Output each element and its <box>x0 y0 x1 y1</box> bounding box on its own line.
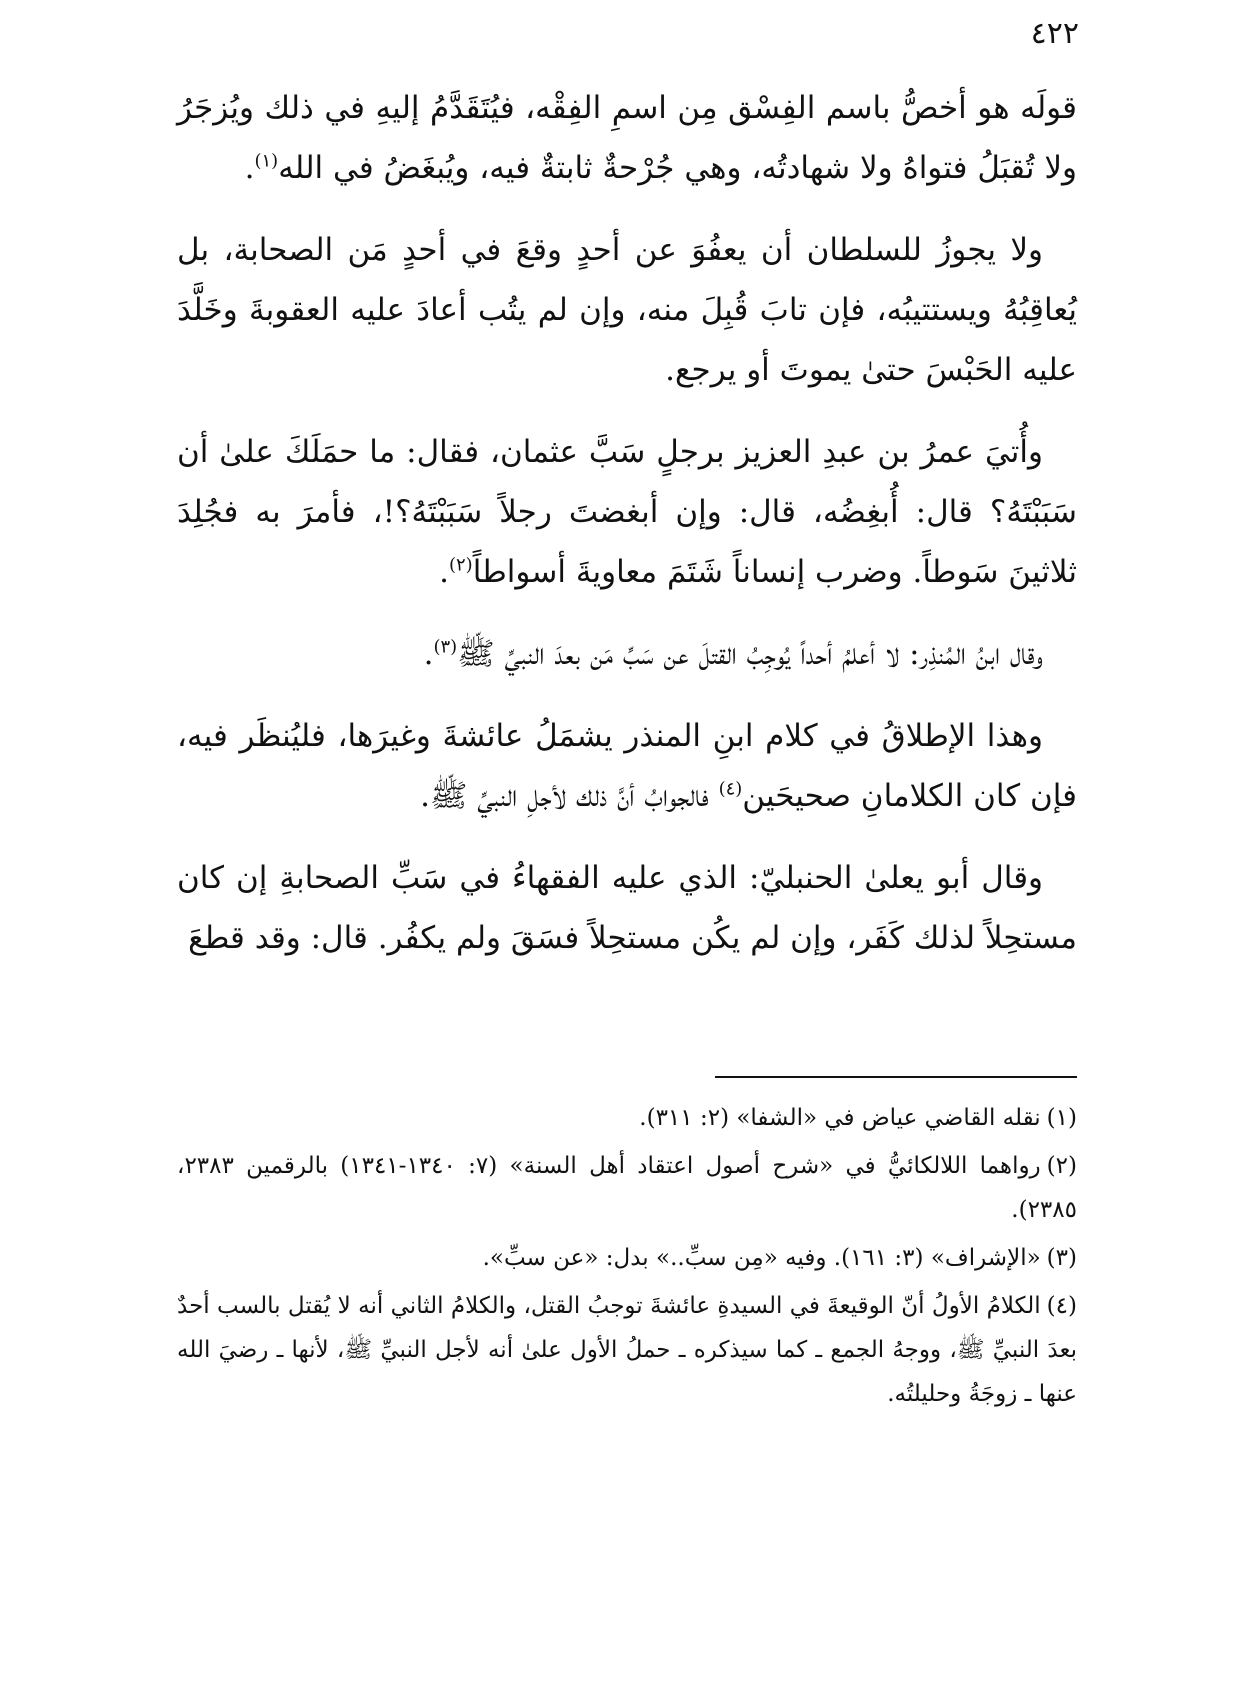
footnotes <box>177 1096 1077 1420</box>
paragraph-tail: . <box>423 636 434 672</box>
paragraph-text: ولا يجوزُ للسلطان أن يعفُوَ عن أحدٍ وقعَ في أحدٍ مَن الصحابة، بل يُعاقِبُهُ ويستتيبُه، فإن تابَ قُبِلَ منه، وإن لم يتُب أعادَ عليه العقوبةَ وخَلَّدَ عليه الحَبْسَ حتىٰ يموتَ أو يرجع. <box>177 232 1077 388</box>
paragraph-6 <box>177 848 1077 968</box>
paragraph-4 <box>177 624 1077 684</box>
footnote-ref: (٢) <box>448 554 473 576</box>
paragraph-tail: . <box>439 554 449 590</box>
footnote-divider <box>715 1076 1077 1078</box>
footnote-4 <box>177 1284 1077 1416</box>
footnote-3 <box>177 1236 1077 1280</box>
page-number: ٤٢٢ <box>1030 16 1079 51</box>
footnote-number: (٣) <box>1046 1245 1077 1271</box>
main-text <box>177 78 1077 990</box>
footnote-ref: (٣) <box>433 636 458 658</box>
footnote-1 <box>177 1096 1077 1140</box>
paragraph-text: وقال أبو يعلىٰ الحنبليّ: الذي عليه الفقهاءُ في سَبِّ الصحابةِ إن كان مستحِلاً لذلك كَفَر، وإن لم يكُن مستحِلاً فسَقَ ولم يكفُر. قال: وقد قطعَ <box>177 860 1077 956</box>
paragraph-text: وأُتيَ عمرُ بن عبدِ العزيز برجلٍ سَبَّ عثمان، فقال: ما حمَلَكَ علىٰ أن سَبَبْتَهُ؟ قال: أُبغِضُه، قال: وإن أبغضتَ رجلاً سَبَبْتَهُ؟!، فأمرَ به فجُلِدَ ثلاثينَ سَوطاً. وضرب إنساناً شَتَمَ معاويةَ أسواطاً <box>177 434 1077 590</box>
footnote-ref: (١) <box>254 150 279 172</box>
footnote-text: الكلامُ الأولُ أنّ الوقيعةَ في السيدةِ عائشةَ توجبُ القتل، والكلامُ الثاني أنه لا يُقتل بالسب أحدٌ بعدَ النبيِّ ﷺ، ووجهُ الجمع ـ كما سيذكره ـ حملُ الأول علىٰ أنه لأجل النبيِّ ﷺ، لأنها ـ رضيَ الله عنها ـ زوجَةُ وحليلتُه. <box>177 1293 1077 1407</box>
paragraph-text: وقال ابنُ المُنذِر: لا أعلمُ أحداً يُوجِبُ القتلَ عن سَبِّ مَن بعدَ النبيِّ ﷺ <box>457 636 1043 672</box>
footnote-number: (٢) <box>1046 1153 1077 1179</box>
paragraph-2 <box>177 220 1077 400</box>
footnote-text: «الإشراف» (٣: ١٦١). وفيه «مِن سبِّ..» بدل: «عن سبِّ». <box>482 1245 1041 1271</box>
footnote-text: رواهما اللالكائيُّ في «شرح أصول اعتقاد أهل السنة» (٧: ١٣٤٠-١٣٤١) بالرقمين ٢٣٨٣، ٢٣٨٥). <box>177 1153 1077 1223</box>
paragraph-5 <box>177 706 1077 826</box>
paragraph-1 <box>177 78 1077 198</box>
paragraph-tail: فالجوابُ أنَّ ذلك لأجلِ النبيِّ ﷺ. <box>420 778 719 814</box>
footnote-number: (٤) <box>1046 1293 1077 1319</box>
footnote-number: (١) <box>1046 1105 1077 1131</box>
paragraph-text: قولَه هو أخصُّ باسم الفِسْق مِن اسمِ الفِقْه، فيُتَقَدَّمُ إليهِ في ذلك ويُزجَرُ ولا تُقبَلُ فتواهُ ولا شهادتُه، وهي جُرْحةٌ ثابتةٌ فيه، ويُبغَضُ في الله <box>177 90 1077 186</box>
footnote-text: نقله القاضي عياض في «الشفا» (٢: ٣١١). <box>639 1105 1041 1131</box>
footnote-ref: (٤) <box>718 778 743 800</box>
paragraph-3 <box>177 422 1077 602</box>
paragraph-text: وهذا الإطلاقُ في كلام ابنِ المنذر يشمَلُ عائشةَ وغيرَها، فليُنظَر فيه، فإن كان الكلامانِ صحيحَين <box>177 718 1077 814</box>
footnote-2 <box>177 1144 1077 1232</box>
paragraph-tail: . <box>244 150 255 186</box>
